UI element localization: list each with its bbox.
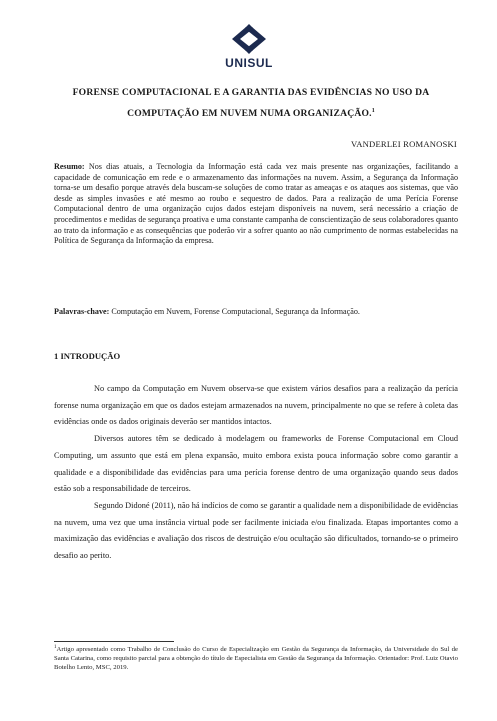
keywords-text: Computação em Nuvem, Forense Computacional, Segurança da Informação.: [111, 307, 360, 316]
unisul-emblem-icon: [226, 22, 272, 56]
section-heading: 1 INTRODUÇÃO: [54, 351, 121, 361]
footnote-mark: 1: [54, 645, 57, 650]
paragraph: Diversos autores têm se dedicado à modelagem ou frameworks de Forense Computacional em Cloud Computing, um assunto que está em plena expansão, muito embora exista pouca informação sobre como garantir a qualidade e a disponibilidade das evidências para uma perícia forense dentro de uma organização quando seus dados estão sob a responsabilidade de terceiros.: [54, 434, 458, 494]
paragraph: No campo da Computação em Nuvem observa-se que existem vários desafios para a realização da perícia forense numa organização em que os dados estejam armazenados na nuvem, principalmente no que se refere à coleta das evidências onde os dados originais deverão ser mantidos intactos.: [54, 384, 458, 427]
author-name: VANDERLEI ROMANOSKI: [350, 139, 457, 149]
footnote: [54, 644, 458, 672]
logo-wordmark: UNISUL: [225, 56, 273, 70]
title-line-1: FORENSE COMPUTACIONAL E A GARANTIA DAS EVIDÊNCIAS NO USO DA: [72, 87, 430, 98]
university-logo: [218, 22, 280, 70]
title-footnote-mark: 1: [371, 108, 375, 114]
keywords-label: Palavras-chave:: [54, 307, 110, 316]
keywords: [54, 307, 458, 318]
abstract: [54, 162, 458, 247]
paper-title: [56, 84, 446, 123]
abstract-text: Nos dias atuais, a Tecnologia da Informação está cada vez mais presente nas organizações, facilitando a capacidade de comunicação em rede e o armazenamento das informações na nuvem. Assim, a Segurança da Informação torna-se um desafio porque através dela buscam-se soluções de como tratar as ameaças e os ataques aos sistemas, que vão desde as simples invasões e até mesmo ao roubo e sequestro de dados. Para a realização de uma Perícia Forense Computacional dentro de uma organização cujos dados estejam disponíveis na nuvem, será necessário a criação de procedimentos e medidas de segurança proativa e uma constante campanha de conscientização de seus colaboradores quanto ao trato da informação e as consequências que poderão vir a sofrer quanto ao não cumprimento de normas estabelecidas na Política de Segurança da Informação da empresa.: [54, 162, 458, 246]
abstract-label: Resumo:: [54, 162, 85, 171]
footnote-divider: [54, 641, 174, 642]
paragraph: Segundo Didoné (2011), não há indícios de como se garantir a qualidade nem a disponibilidade de evidências na nuvem, uma vez que uma instância virtual pode ser facilmente iniciada e/ou finalizada. Etapas importantes como a maximização das evidências e avaliação dos riscos de destruição e/ou ocultação são dificultados, tornando-se o primeiro desafio ao perito.: [54, 500, 458, 561]
title-line-2: COMPUTAÇÃO EM NUVEM NUMA ORGANIZAÇÃO.: [127, 108, 372, 120]
body-text: [54, 381, 458, 565]
footnote-text: Artigo apresentado como Trabalho de Conclusão do Curso de Especialização em Gestão da Segurança da Informação, da Universidade do Sul de Santa Catarina, como requisito parcial para a obtenção do título de Especialista em Gestão da Segurança da Informação. Orientador: Prof. Luiz Otavio Botelho Lento, MSC, 2019.: [54, 646, 458, 671]
